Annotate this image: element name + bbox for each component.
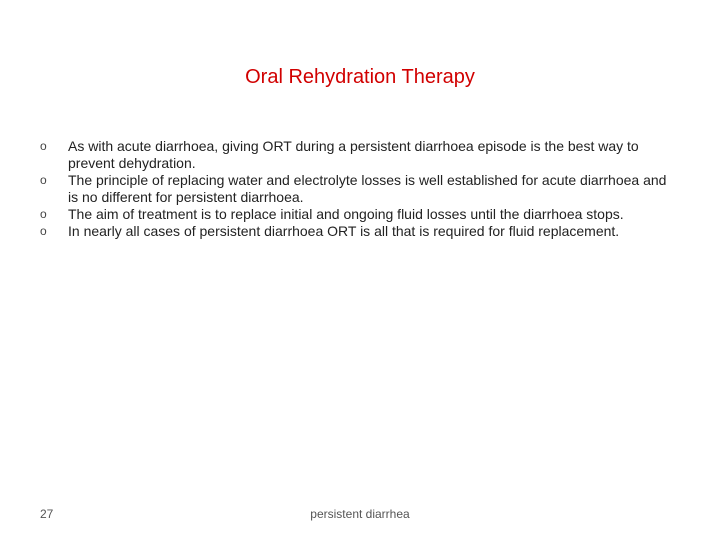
bullet-marker-icon: o [40,224,47,238]
bullet-item [40,138,680,172]
bullet-text: In nearly all cases of persistent diarrhoea ORT is all that is required for fluid replacement. [68,223,620,239]
bullet-text: As with acute diarrhoea, giving ORT during a persistent diarrhoea episode is the best way to prevent dehydration. [68,138,639,171]
footer-text: persistent diarrhea [310,507,410,521]
bullet-text: The aim of treatment is to replace initial and ongoing fluid losses until the diarrhoea stops. [68,206,624,222]
bullet-item [40,206,680,223]
bullet-marker-icon: o [40,139,47,153]
bullet-item [40,223,680,240]
bullet-list [40,138,680,240]
bullet-item [40,172,680,206]
slide-title: Oral Rehydration Therapy [245,66,475,88]
bullet-marker-icon: o [40,207,47,221]
bullet-text: The principle of replacing water and electrolyte losses is well established for acute diarrhoea and is no different for persistent diarrhoea. [68,172,667,205]
bullet-marker-icon: o [40,173,47,187]
slide-number: 27 [40,507,54,521]
